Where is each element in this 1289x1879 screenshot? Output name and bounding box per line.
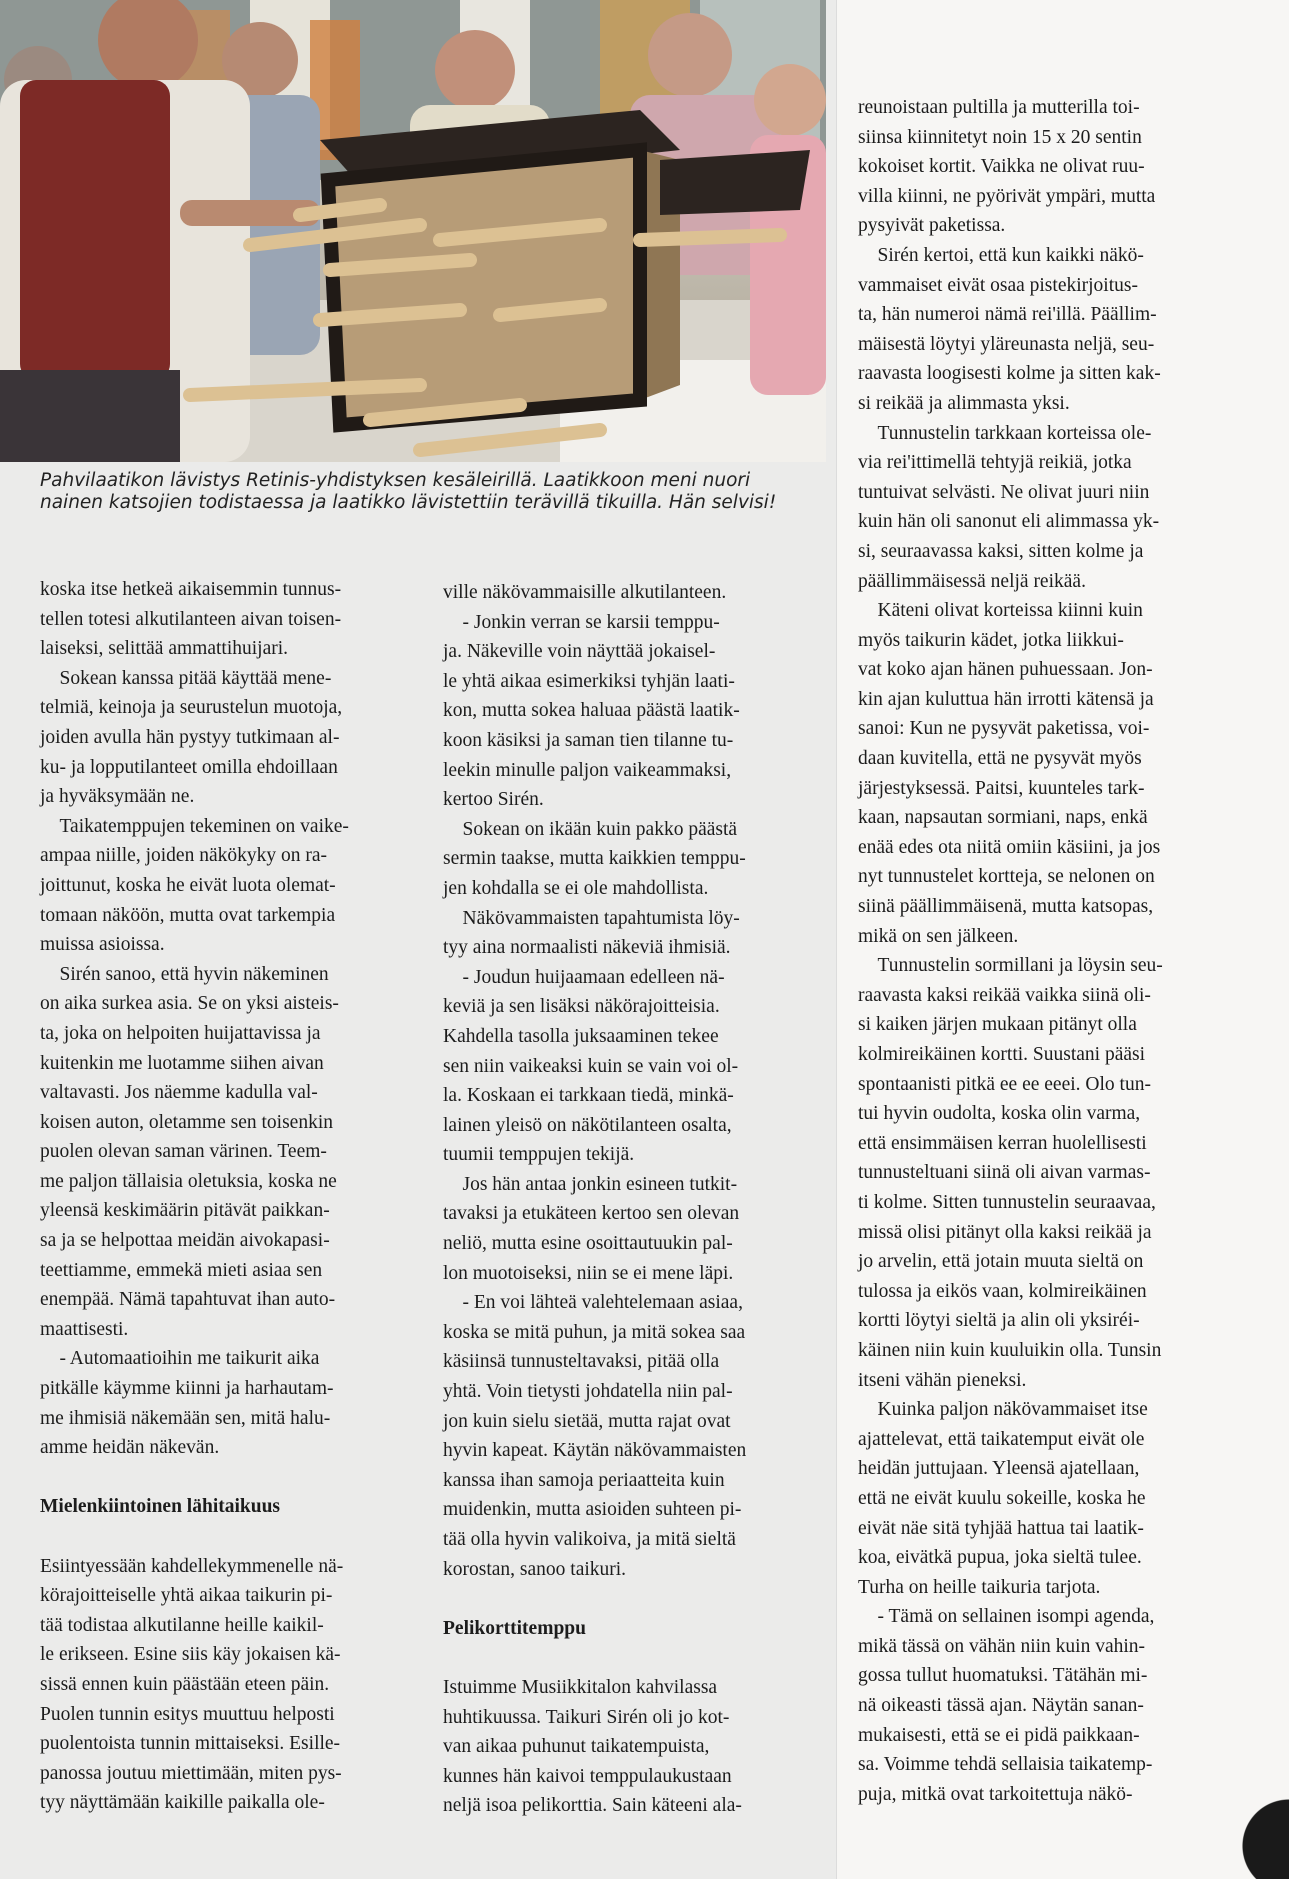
text-line: jen kohdalla se ei ole mahdollista. bbox=[443, 877, 709, 899]
text-line: tää todistaa alkutilanne heille kaikil- bbox=[40, 1614, 324, 1636]
text-line: Sokean kanssa pitää käyttää mene- bbox=[40, 667, 332, 689]
paragraph-gap bbox=[443, 1584, 813, 1614]
text-line: valtavasti. Jos näemme kadulla val- bbox=[40, 1082, 318, 1104]
text-line: pysyivät paketissa. bbox=[858, 215, 1006, 237]
text-line: tomaan näköön, mutta ovat tarkempia bbox=[40, 904, 336, 926]
text-line: amme heidän näkevän. bbox=[40, 1437, 220, 1459]
text-line: tellen totesi alkutilanteen aivan toisen- bbox=[40, 608, 342, 630]
text-line: siinsa kiinnitetyt noin 15 x 20 sentin bbox=[858, 126, 1142, 148]
text-line: neljä isoa pelikorttia. Sain käteeni ala- bbox=[443, 1795, 742, 1817]
text-line: - Tämä on sellainen isompi agenda, bbox=[858, 1606, 1155, 1628]
text-line: Käteni olivat korteissa kiinni kuin bbox=[858, 600, 1143, 622]
text-line: huhtikuussa. Taikuri Sirén oli jo kot- bbox=[443, 1706, 730, 1728]
text-line: tui hyvin oudolta, koska olin varma, bbox=[858, 1103, 1141, 1125]
text-line: körajoitteiselle yhtä aikaa taikurin pi- bbox=[40, 1585, 333, 1607]
text-line: yhtä. Voin tietysti johdatella niin pal- bbox=[443, 1381, 733, 1403]
text-line: ja hyväksymään ne. bbox=[40, 786, 195, 808]
text-line: heidän juttujaan. Yleensä ajatellaan, bbox=[858, 1458, 1140, 1480]
text-line: ville näkövammaisille alkutilanteen. bbox=[443, 582, 727, 603]
text-line: tavaksi ja etukäteen kertoo sen olevan bbox=[443, 1203, 740, 1225]
text-line: mukaisesti, että se ei pidä paikkaan- bbox=[858, 1724, 1140, 1746]
text-line: neliö, mutta esine osoittautuukin pal- bbox=[443, 1233, 733, 1255]
text-line: si, seuraavassa kaksi, sitten kolme ja bbox=[858, 540, 1144, 562]
text-line: enempää. Nämä tapahtuvat ihan auto- bbox=[40, 1289, 336, 1311]
text-line: on aika surkea asia. Se on yksi aisteis- bbox=[40, 993, 339, 1015]
text-column-2 bbox=[443, 578, 813, 1821]
text-line: missä olisi pitänyt olla kaksi reikää ja bbox=[858, 1221, 1152, 1243]
text-line: kunnes hän kaivoi temppulaukustaan bbox=[443, 1765, 732, 1787]
text-line: vat koko ajan hänen puhuessaan. Jon- bbox=[858, 659, 1153, 681]
text-line: spontaanisti pitkä ee ee eeei. Olo tun- bbox=[858, 1073, 1151, 1095]
photo-caption bbox=[40, 470, 830, 514]
text-line: mäisestä löytyi yläreunasta neljä, seu- bbox=[858, 333, 1155, 355]
text-line: Turha on heille taikuria tarjota. bbox=[858, 1576, 1101, 1598]
text-line: tunnusteltuani siinä oli aivan varmas- bbox=[858, 1162, 1151, 1184]
text-line: koisen auton, oletamme sen toisenkin bbox=[40, 1111, 333, 1133]
text-line: mikä tässä on vähän niin kuin vahin- bbox=[858, 1635, 1146, 1657]
paragraph-gap bbox=[40, 1522, 400, 1552]
text-line: järjestyksessä. Paitsi, kuunteles tark- bbox=[858, 777, 1145, 799]
text-line: ti kolme. Sitten tunnustelin seuraavaa, bbox=[858, 1191, 1156, 1213]
text-line: raavasta kaksi reikää vaikka siinä oli- bbox=[858, 984, 1151, 1006]
text-line: tyy aina normaalisti näkeviä ihmisiä. bbox=[443, 937, 731, 959]
text-line: ta, hän numeroi nämä rei'illä. Päällim- bbox=[858, 304, 1157, 326]
text-line: jon kuin sielu sietää, mutta rajat ovat bbox=[443, 1410, 731, 1432]
text-line: Taikatemppujen tekeminen on vaike- bbox=[40, 815, 349, 837]
text-line: laiseksi, selittää ammattihuijari. bbox=[40, 638, 289, 660]
text-line: Kahdella tasolla juksaaminen tekee bbox=[443, 1025, 719, 1047]
text-line: raavasta loogisesti kolme ja sitten kak- bbox=[858, 363, 1161, 385]
text-line: puolentoista tunnin mittaiseksi. Esille- bbox=[40, 1733, 341, 1755]
text-line: tuumii temppujen tekijä. bbox=[443, 1144, 635, 1166]
text-line: me ihmisiä näkemään sen, mitä halu- bbox=[40, 1407, 331, 1429]
text-line: koon käsiksi ja saman tien tilanne tu- bbox=[443, 729, 734, 751]
text-line: le yhtä aikaa esimerkiksi tyhjän laati- bbox=[443, 670, 735, 692]
text-line: la. Koskaan ei tarkkaan tiedä, minkä- bbox=[443, 1085, 734, 1107]
text-line: tuntuivat selvästi. Ne olivat juuri niin bbox=[858, 481, 1150, 503]
text-line: via rei'ittimellä tehtyjä reikiä, jotka bbox=[858, 452, 1132, 474]
text-line: tulossa ja eikös vaan, kolmireikäinen bbox=[858, 1280, 1147, 1302]
text-line: kortti löytyi sieltä ja alin oli yksiréi- bbox=[858, 1310, 1140, 1332]
text-line: - En voi lähteä valehtelemaan asiaa, bbox=[443, 1292, 743, 1314]
text-line: Sirén kertoi, että kun kaikki näkö- bbox=[858, 244, 1144, 266]
text-line: päällimmäisessä neljä reikää. bbox=[858, 570, 1086, 592]
text-line: kanssa ihan samoja periaatteita kuin bbox=[443, 1469, 725, 1491]
text-line: pitkälle käymme kiinni ja harhautam- bbox=[40, 1378, 334, 1400]
text-line: sa. Voimme tehdä sellaisia taikatemp- bbox=[858, 1754, 1153, 1776]
text-line: enää edes ota niitä omiin käsiini, ja jos bbox=[858, 836, 1161, 858]
text-line: yleensä keskimäärin pitävät paikkan- bbox=[40, 1200, 330, 1222]
text-line: Esiintyessään kahdellekymmenelle nä- bbox=[40, 1555, 344, 1577]
text-line: le erikseen. Esine siis käy jokaisen kä- bbox=[40, 1644, 341, 1666]
text-line: ta, joka on helpoiten huijattavissa ja bbox=[40, 1022, 321, 1044]
text-line: kaan, napsautan sormiani, naps, enkä bbox=[858, 807, 1148, 829]
text-line: kolmireikäinen kortti. Suustani pääsi bbox=[858, 1044, 1146, 1065]
text-line: tää olla hyvin valikoiva, ja mitä sieltä bbox=[443, 1529, 736, 1550]
text-line: käinen niin kuin kuuluikin olla. Tunsin bbox=[858, 1339, 1162, 1361]
text-line: Istuimme Musiikkitalon kahvilassa bbox=[443, 1676, 718, 1698]
text-line: keviä ja sen lisäksi näkörajoitteisia. bbox=[443, 996, 720, 1018]
text-line: koska se mitä puhun, ja mitä sokea saa bbox=[443, 1321, 746, 1343]
text-line: sanoi: Kun ne pysyvät paketissa, voi- bbox=[858, 718, 1150, 740]
text-line: että ne eivät kuulu sokeille, koska he bbox=[858, 1487, 1146, 1509]
text-line: joiden avulla hän pystyy tutkimaan al- bbox=[40, 726, 340, 748]
text-line: Näkövammaisten tapahtumista löy- bbox=[443, 907, 740, 929]
text-line: sissä ennen kuin päästään eteen päin. bbox=[40, 1673, 330, 1695]
caption-line: nainen katsojien todistaessa ja laatikko lävistettiin terävillä tikuilla. Hän selvisi! bbox=[40, 492, 777, 513]
text-line: muidenkin, mutta asioiden suhteen pi- bbox=[443, 1499, 742, 1521]
text-line: lon muotoiseksi, niin se ei mene läpi. bbox=[443, 1262, 734, 1284]
text-line: daan kuvitella, että ne pysyvät myös bbox=[858, 748, 1142, 770]
text-line: ajattelevat, että taikatemput eivät ole bbox=[858, 1428, 1145, 1450]
text-line: mikä on sen jälkeen. bbox=[858, 925, 1019, 947]
text-line: Tunnustelin tarkkaan korteissa ole- bbox=[858, 422, 1152, 444]
text-line: kon, mutta sokea haluaa päästä laatik- bbox=[443, 700, 740, 722]
text-line: tyy näyttämään kaikille paikalla ole- bbox=[40, 1792, 325, 1814]
text-line: me paljon tällaisia oletuksia, koska ne bbox=[40, 1170, 337, 1192]
cardboard-box-photo bbox=[0, 0, 826, 462]
text-line: ja. Näkeville voin näyttää jokaisel- bbox=[443, 641, 716, 663]
text-line: Kuinka paljon näkövammaiset itse bbox=[858, 1399, 1148, 1421]
text-line: Sirén sanoo, että hyvin näkeminen bbox=[40, 963, 329, 985]
text-line: - Jonkin verran se karsii temppu- bbox=[443, 611, 720, 633]
text-line: itseni vähän pieneksi. bbox=[858, 1369, 1027, 1391]
text-line: Sokean on ikään kuin pakko päästä bbox=[443, 818, 738, 840]
text-line: käsiinsä tunnusteltavaksi, pitää olla bbox=[443, 1351, 720, 1373]
text-column-3 bbox=[858, 93, 1238, 1809]
text-line: eivät näe sitä tyhjää hattua tai laatik- bbox=[858, 1517, 1144, 1539]
text-line: kertoo Sirén. bbox=[443, 789, 544, 811]
text-line: sermin taakse, mutta kaikkien temppu- bbox=[443, 848, 746, 870]
caption-line: Pahvilaatikon lävistys Retinis-yhdistyksen kesäleirillä. Laatikkoon meni nuori bbox=[40, 470, 751, 491]
text-line: sa ja se helpottaa meidän aivokapasi- bbox=[40, 1230, 330, 1252]
text-line: että ensimmäisen kerran huolellisesti bbox=[858, 1132, 1147, 1154]
text-line: maattisesti. bbox=[40, 1318, 129, 1340]
text-line: kokoiset kortit. Vaikka ne olivat ruu- bbox=[858, 156, 1145, 178]
text-line: lainen yleisö on näkötilanteen osalta, bbox=[443, 1114, 732, 1136]
text-line: Puolen tunnin esitys muuttuu helposti bbox=[40, 1703, 335, 1725]
text-line: hyvin kapeat. Käytän näkövammaisten bbox=[443, 1440, 747, 1462]
text-line: vammaiset eivät osaa pistekirjoitus- bbox=[858, 274, 1138, 296]
text-line: reunoistaan pultilla ja mutterilla toi- bbox=[858, 97, 1140, 118]
text-line: - Automaatioihin me taikurit aika bbox=[40, 1348, 320, 1370]
text-line: van aikaa puhunut taikatempuista, bbox=[443, 1736, 710, 1758]
photo-illustration bbox=[0, 0, 826, 462]
text-line: gossa tullut huomatuksi. Tätähän mi- bbox=[858, 1665, 1148, 1687]
text-line: myös taikurin kädet, jotka liikkui- bbox=[858, 629, 1124, 651]
text-line: korostan, sanoo taikuri. bbox=[443, 1558, 627, 1580]
text-line: telmiä, keinoja ja seurustelun muotoja, bbox=[40, 697, 343, 719]
text-line: panossa joutuu miettimään, miten pys- bbox=[40, 1762, 342, 1784]
section-heading: Mielenkiintoinen lähitaikuus bbox=[40, 1496, 281, 1518]
text-line: joittunut, koska he eivät luota olemat- bbox=[40, 874, 336, 896]
text-line: kin ajan kuluttua hän irrotti kätensä ja bbox=[858, 688, 1154, 710]
text-line: leekin minulle paljon vaikeammaksi, bbox=[443, 759, 732, 781]
paragraph-gap bbox=[443, 1643, 813, 1673]
text-line: Tunnustelin sormillani ja löysin seu- bbox=[858, 955, 1163, 977]
text-column-1 bbox=[40, 575, 400, 1818]
text-line: puolen olevan saman värinen. Teem- bbox=[40, 1141, 327, 1163]
text-line: puja, mitkä ovat tarkoitettuja näkö- bbox=[858, 1783, 1133, 1805]
text-line: siinä päällimmäisenä, mutta katsopas, bbox=[858, 896, 1154, 918]
text-line: nä oikeasti tässä ajan. Näytän sanan- bbox=[858, 1695, 1144, 1717]
text-line: teettiamme, emmekä mieti asiaa sen bbox=[40, 1259, 323, 1281]
text-line: koa, eivätkä pupua, joka sieltä tulee. bbox=[858, 1547, 1142, 1569]
text-line: jo arvelin, että jotain muuta sieltä on bbox=[858, 1251, 1144, 1273]
text-line: nyt tunnustelet kortteja, se nelonen on bbox=[858, 866, 1155, 888]
text-line: si kaiken järjen mukaan pitänyt olla bbox=[858, 1014, 1137, 1036]
text-line: muissa asioissa. bbox=[40, 934, 165, 956]
next-page-arrow-icon bbox=[1231, 1769, 1289, 1879]
text-line: sen niin vaikeaksi kuin se vain voi ol- bbox=[443, 1055, 739, 1077]
text-line: - Joudun huijaamaan edelleen nä- bbox=[443, 966, 725, 988]
text-line: kuitenkin me luotamme siihen aivan bbox=[40, 1052, 324, 1074]
paragraph-gap bbox=[40, 1463, 400, 1493]
text-line: villa kiinni, ne pyörivät ympäri, mutta bbox=[858, 185, 1156, 207]
text-line: Jos hän antaa jonkin esineen tutkit- bbox=[443, 1173, 738, 1195]
text-line: koska itse hetkeä aikaisemmin tunnus- bbox=[40, 579, 342, 600]
text-line: kuin hän oli sanonut eli alimmassa yk- bbox=[858, 511, 1160, 533]
text-line: si reikää ja alimmasta yksi. bbox=[858, 392, 1070, 414]
text-line: ampaa niille, joiden näkökyky on ra- bbox=[40, 845, 327, 867]
text-line: ku- ja lopputilanteet omilla ehdoillaan bbox=[40, 756, 338, 778]
section-heading: Pelikorttitemppu bbox=[443, 1617, 586, 1639]
